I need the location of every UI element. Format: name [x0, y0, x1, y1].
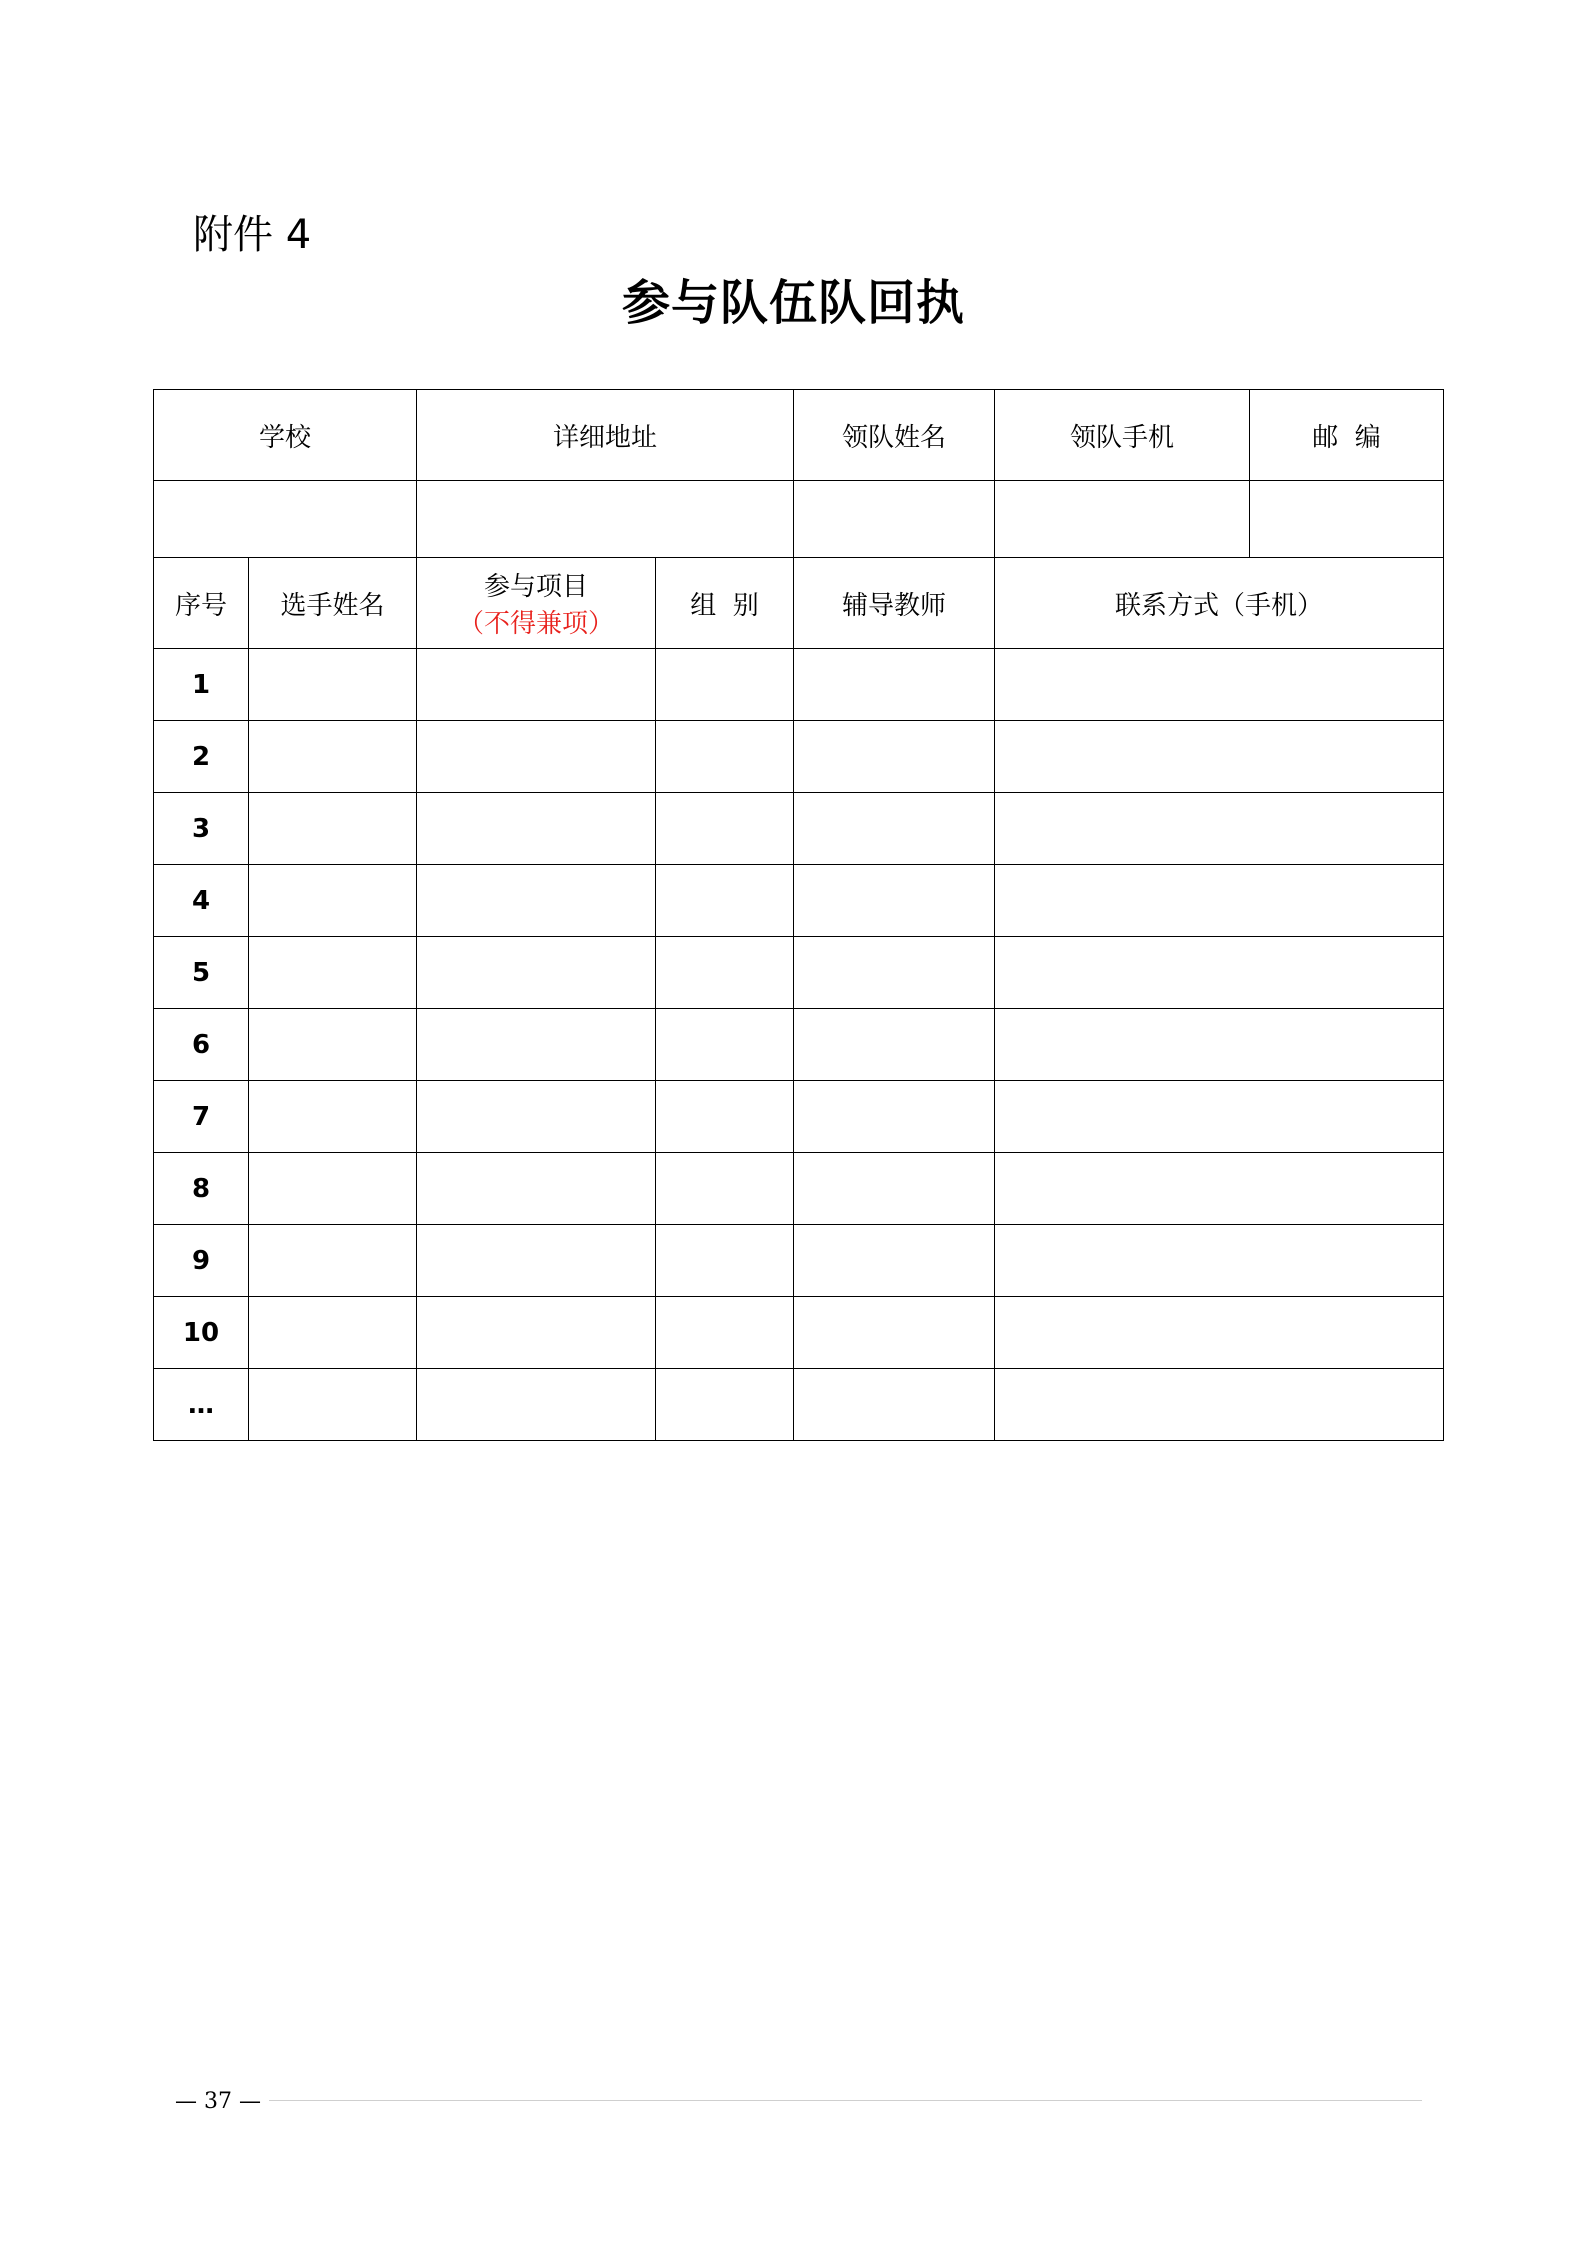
player-row — [154, 649, 1444, 721]
player-name-cell[interactable] — [249, 1153, 417, 1225]
school-header: 学校 — [154, 390, 417, 481]
project-header-note: （不得兼项） — [458, 609, 615, 639]
teacher-cell[interactable] — [794, 937, 995, 1009]
group-cell[interactable] — [656, 1153, 794, 1225]
seq-cell: … — [154, 1369, 249, 1441]
seq-cell: 9 — [154, 1225, 249, 1297]
school-cell[interactable] — [154, 481, 417, 558]
seq-cell: 7 — [154, 1081, 249, 1153]
contact-cell[interactable] — [995, 1081, 1444, 1153]
contact-cell[interactable] — [995, 1225, 1444, 1297]
seq-cell: 4 — [154, 865, 249, 937]
project-cell[interactable] — [417, 1225, 656, 1297]
group-cell[interactable] — [656, 649, 794, 721]
project-cell[interactable] — [417, 649, 656, 721]
project-cell[interactable] — [417, 937, 656, 1009]
teacher-cell[interactable] — [794, 1153, 995, 1225]
seq-cell: 3 — [154, 793, 249, 865]
player-row — [154, 1225, 1444, 1297]
teacher-cell[interactable] — [794, 1297, 995, 1369]
group-cell[interactable] — [656, 865, 794, 937]
player-columns-header-row — [154, 558, 1444, 649]
address-header: 详细地址 — [417, 390, 794, 481]
teacher-cell[interactable] — [794, 1225, 995, 1297]
player-row — [154, 1297, 1444, 1369]
teacher-cell[interactable] — [794, 649, 995, 721]
group-cell[interactable] — [656, 1369, 794, 1441]
group-cell[interactable] — [656, 793, 794, 865]
player-name-cell[interactable] — [249, 793, 417, 865]
page-title: 参与队伍队回执 — [621, 275, 965, 331]
leader-phone-cell[interactable] — [995, 481, 1250, 558]
contact-cell[interactable] — [995, 865, 1444, 937]
group-cell[interactable] — [656, 1297, 794, 1369]
page-number: — 37 — — [175, 2089, 269, 2115]
player-name-cell[interactable] — [249, 1225, 417, 1297]
project-cell[interactable] — [417, 721, 656, 793]
player-name-cell[interactable] — [249, 649, 417, 721]
player-row — [154, 793, 1444, 865]
address-cell[interactable] — [417, 481, 794, 558]
group-header: 组 别 — [656, 558, 794, 649]
player-row — [154, 1369, 1444, 1441]
contact-header: 联系方式（手机） — [995, 558, 1444, 649]
postcode-cell[interactable] — [1250, 481, 1444, 558]
project-cell[interactable] — [417, 865, 656, 937]
teacher-cell[interactable] — [794, 865, 995, 937]
attachment-label: 附件 4 — [193, 212, 312, 258]
group-cell[interactable] — [656, 721, 794, 793]
footer-divider — [175, 2100, 1422, 2101]
player-name-cell[interactable] — [249, 721, 417, 793]
teacher-cell[interactable] — [794, 793, 995, 865]
teacher-cell[interactable] — [794, 721, 995, 793]
project-header — [417, 558, 656, 649]
project-cell[interactable] — [417, 1009, 656, 1081]
player-name-header: 选手姓名 — [249, 558, 417, 649]
player-name-cell[interactable] — [249, 1297, 417, 1369]
project-cell[interactable] — [417, 793, 656, 865]
project-cell[interactable] — [417, 1081, 656, 1153]
player-name-cell[interactable] — [249, 937, 417, 1009]
player-row — [154, 1009, 1444, 1081]
project-cell[interactable] — [417, 1297, 656, 1369]
group-cell[interactable] — [656, 1081, 794, 1153]
player-row — [154, 865, 1444, 937]
seq-cell: 8 — [154, 1153, 249, 1225]
leader-phone-header: 领队手机 — [995, 390, 1250, 481]
teacher-cell[interactable] — [794, 1081, 995, 1153]
seq-cell: 6 — [154, 1009, 249, 1081]
player-name-cell[interactable] — [249, 1009, 417, 1081]
group-cell[interactable] — [656, 1009, 794, 1081]
team-info-input-row — [154, 481, 1444, 558]
project-header-label: 参与项目 — [484, 572, 589, 602]
seq-header: 序号 — [154, 558, 249, 649]
contact-cell[interactable] — [995, 937, 1444, 1009]
player-name-cell[interactable] — [249, 865, 417, 937]
player-rows — [154, 649, 1444, 1441]
player-row — [154, 721, 1444, 793]
teacher-cell[interactable] — [794, 1369, 995, 1441]
player-name-cell[interactable] — [249, 1081, 417, 1153]
contact-cell[interactable] — [995, 1009, 1444, 1081]
seq-cell: 2 — [154, 721, 249, 793]
contact-cell[interactable] — [995, 793, 1444, 865]
player-row — [154, 1081, 1444, 1153]
project-cell[interactable] — [417, 1153, 656, 1225]
leader-name-header: 领队姓名 — [794, 390, 995, 481]
registration-table — [153, 389, 1444, 1441]
contact-cell[interactable] — [995, 1153, 1444, 1225]
group-cell[interactable] — [656, 1225, 794, 1297]
teacher-cell[interactable] — [794, 1009, 995, 1081]
team-info-header-row — [154, 390, 1444, 481]
player-row — [154, 937, 1444, 1009]
postcode-header: 邮 编 — [1250, 390, 1444, 481]
project-cell[interactable] — [417, 1369, 656, 1441]
contact-cell[interactable] — [995, 1369, 1444, 1441]
leader-name-cell[interactable] — [794, 481, 995, 558]
seq-cell: 1 — [154, 649, 249, 721]
player-name-cell[interactable] — [249, 1369, 417, 1441]
seq-cell: 5 — [154, 937, 249, 1009]
group-cell[interactable] — [656, 937, 794, 1009]
teacher-header: 辅导教师 — [794, 558, 995, 649]
contact-cell[interactable] — [995, 721, 1444, 793]
seq-cell: 10 — [154, 1297, 249, 1369]
contact-cell[interactable] — [995, 649, 1444, 721]
contact-cell[interactable] — [995, 1297, 1444, 1369]
player-row — [154, 1153, 1444, 1225]
